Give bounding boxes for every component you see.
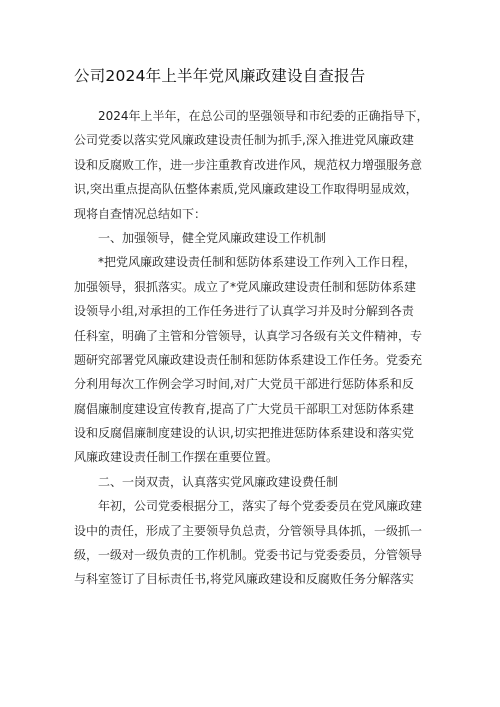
body-line: 题研究部署党风廉政建设责任制和惩防体系建设工作任务。党委充 [74, 352, 423, 367]
section-heading: 二、一岗双责，认真落实党风廉政建设费任制 [98, 474, 339, 489]
body-line: 设中的责任，形成了主要领导负总责，分管领导具体抓，一级抓一 [74, 523, 423, 538]
body-line: 级，一级对一级负责的工作机制。党委书记与党委委员，分管领导 [74, 548, 423, 563]
body-line: 任科室，明确了主管和分管领导，认真学习各级有关文件精神，专 [74, 328, 423, 343]
body-line: 腐倡廉制度建设宣传教育,提高了广大党员干部职工对惩防体系建 [74, 401, 414, 416]
body-line: 公司党委以落实党风廉政建设责任制为抓手,深入推进党风廉政建 [74, 133, 414, 148]
body-line: *把党风廉政建设责任制和惩防体系建设工作列入工作日程， [98, 255, 417, 270]
body-line: 设领导小组,对承担的工作任务进行了认真学习并及时分解到各责 [74, 304, 414, 319]
body-line: 现将自查情况总结如下： [74, 206, 207, 221]
body-line: 加强领导，狠抓落实。成立了*党风廉政建设责任制和惩防体系建 [74, 279, 417, 294]
body-line: 年初，公司党委根据分工，落实了每个党委委员在党风廉政建 [98, 499, 423, 514]
body-line: 设和反腐败工作，进一步注重教育改进作风，规范权力增强服务意 [74, 157, 423, 172]
body-line: 识,突出重点提高队伍整体素质,党风廉政建设工作取得明显成效， [74, 182, 418, 197]
document-title: 公司2024年上半年党风廉政建设自查报告 [74, 67, 366, 85]
document-body [74, 104, 440, 592]
body-line: 设和反腐倡廉制度建设的认识,切实把推进惩防体系建设和落实党 [74, 426, 414, 441]
body-line: 风廉政建设责任制工作摆在重要位置。 [74, 450, 279, 465]
body-line: 2024年上半年，在总公司的坚强领导和市纪委的正确指导下， [98, 109, 429, 123]
body-line: 与科室签订了目标责任书,将党风廉政建设和反腐败任务分解落实 [74, 572, 414, 587]
section-heading: 一、加强领导，健全党风廉政建设工作机制 [98, 230, 327, 245]
body-line: 分利用每次工作例会学习时间,对广大党员干部进行惩防体系和反 [74, 377, 414, 392]
